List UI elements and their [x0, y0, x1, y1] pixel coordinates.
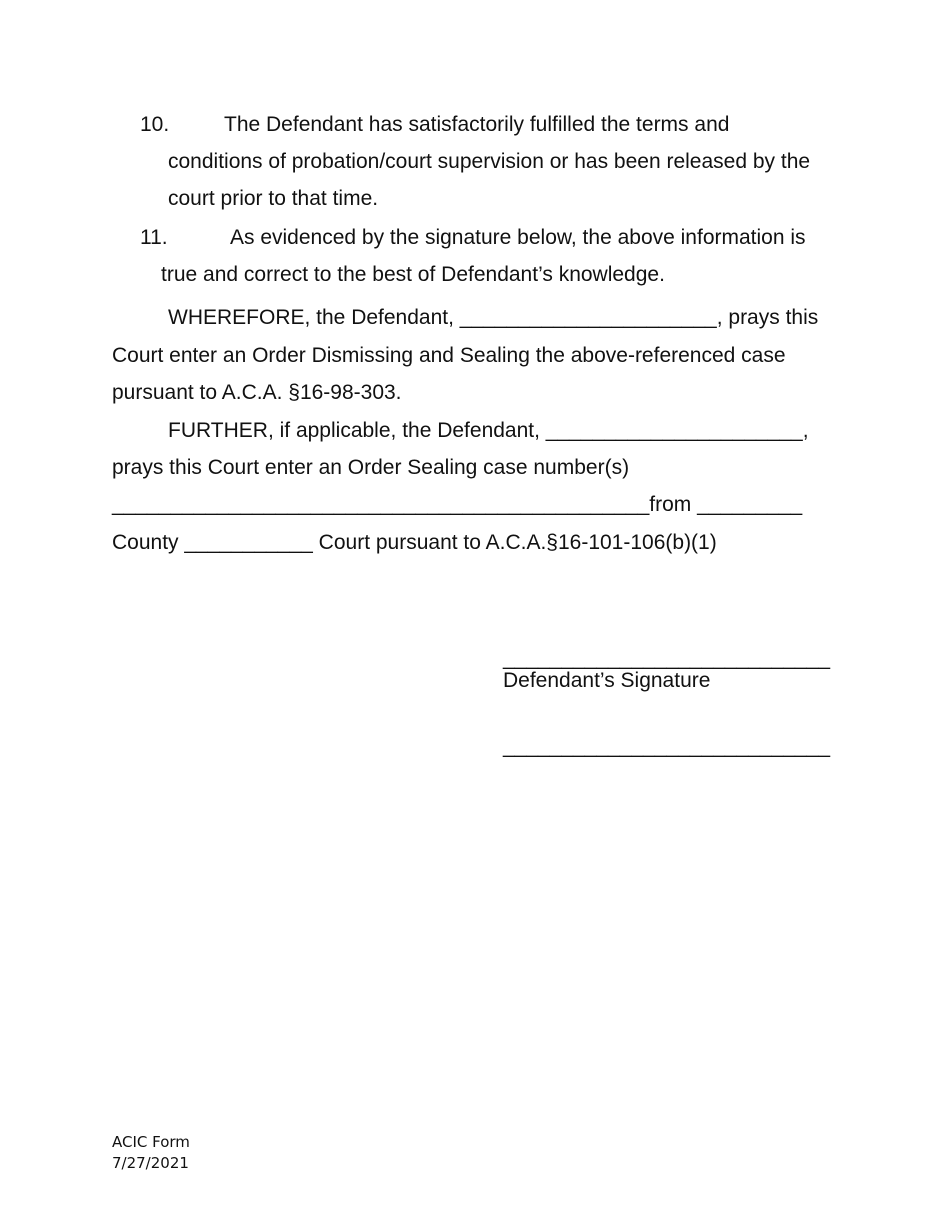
signature-line: ____________________________ — [503, 647, 831, 670]
further-line-1: FURTHER, if applicable, the Defendant, ______________________, — [168, 419, 809, 442]
item-11-number: 11. — [140, 226, 168, 249]
item-11-line-2: true and correct to the best of Defendant’s knowledge. — [161, 263, 665, 286]
further-line-3: ______________________________________________from _________ — [112, 493, 803, 516]
footer-form-date: 7/27/2021 — [112, 1154, 189, 1172]
item-10-line-3: court prior to that time. — [168, 187, 379, 210]
item-11-line-1: As evidenced by the signature below, the above information is — [230, 226, 806, 249]
signature-label: Defendant’s Signature — [503, 669, 711, 692]
item-10-number: 10. — [140, 113, 170, 136]
wherefore-line-1: WHEREFORE, the Defendant, ______________________, prays this — [168, 306, 819, 329]
footer-form-name: ACIC Form — [112, 1133, 190, 1151]
item-10-line-2: conditions of probation/court supervision or has been released by the — [168, 150, 811, 173]
wherefore-line-3: pursuant to A.C.A. §16-98-303. — [112, 381, 402, 404]
further-line-2: prays this Court enter an Order Sealing case number(s) — [112, 456, 630, 479]
further-line-4: County ___________ Court pursuant to A.C.A.§16-101-106(b)(1) — [112, 531, 717, 554]
second-signature-line: ____________________________ — [503, 735, 831, 758]
wherefore-line-2: Court enter an Order Dismissing and Sealing the above-referenced case — [112, 344, 786, 367]
item-10-line-1: The Defendant has satisfactorily fulfilled the terms and — [224, 113, 730, 136]
